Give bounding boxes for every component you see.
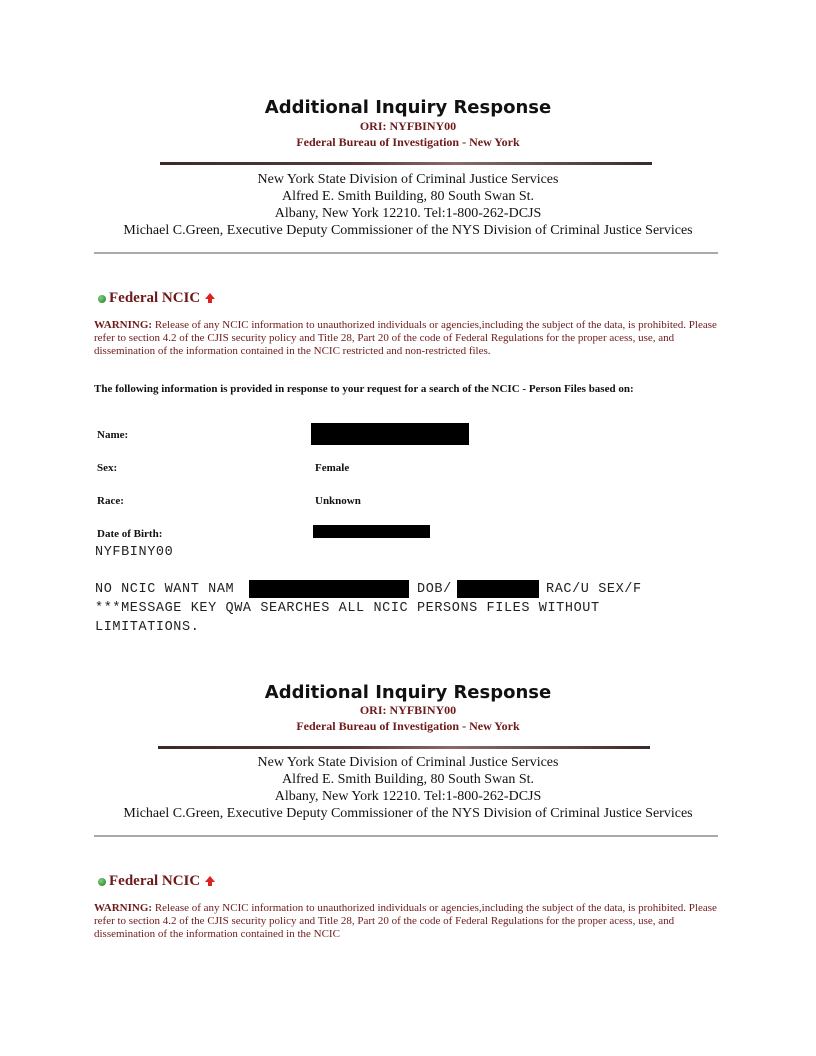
section-divider (94, 252, 718, 254)
name-label: Name: (97, 429, 129, 441)
message-segment: DOB/ (417, 582, 452, 597)
section-heading (98, 290, 215, 307)
request-intro: The following information is provided in response to your request for a search of the NCIC - Person Files based on: (94, 383, 634, 395)
warning-body: Release of any NCIC information to unauthorized individuals or agencies,including the subject of the data, is prohibited. Please refer to section 4.2 of the CJIS security policy and Title 28, Part 20 of the code of Federal Regulations for the proper acess, use, and dissemination of the information contained in the NCIC restricted and non-restricted files. (94, 319, 717, 357)
response-title: Additional Inquiry Response (264, 682, 552, 703)
ori-line: ORI: NYFBINY00 (359, 703, 457, 717)
address-line: Michael C.Green, Executive Deputy Commissioner of the NYS Division of Criminal Justice Services (123, 223, 693, 238)
sex-value: Female (315, 462, 350, 474)
redaction-bar (313, 525, 430, 538)
section-title: Federal NCIC (109, 290, 201, 306)
agency-line: Federal Bureau of Investigation - New York (296, 135, 520, 149)
warning-label: WARNING: (94, 319, 153, 331)
message-segment: RAC/U SEX/F (546, 582, 642, 597)
agency-line: Federal Bureau of Investigation - New York (296, 719, 520, 733)
warning-text (94, 902, 724, 941)
section-title: Federal NCIC (109, 873, 201, 889)
status-dot-icon (98, 295, 106, 303)
sex-label: Sex: (97, 462, 118, 474)
ori-code: NYFBINY00 (95, 545, 174, 560)
header-divider (160, 162, 652, 165)
address-line: Albany, New York 12210. Tel:1-800-262-DCJS (274, 789, 542, 804)
dob-label: Date of Birth: (97, 528, 163, 540)
address-line: New York State Division of Criminal Justice Services (257, 172, 559, 187)
message-line-3: LIMITATIONS. (95, 620, 200, 635)
address-line: Albany, New York 12210. Tel:1-800-262-DCJS (274, 206, 542, 221)
address-block (0, 171, 816, 239)
message-line-2: ***MESSAGE KEY QWA SEARCHES ALL NCIC PERSONS FILES WITHOUT (95, 601, 600, 616)
message-line-1 (95, 582, 234, 597)
warning-label: WARNING: (94, 902, 153, 914)
address-line: New York State Division of Criminal Justice Services (257, 755, 559, 770)
warning-body: Release of any NCIC information to unauthorized individuals or agencies,including the subject of the data, is prohibited. Please refer to section 4.2 of the CJIS security policy and Title 28, Part 20 of the code of Federal Regulations for the proper acess, use, and dissemination of the information contained in the NCIC (94, 902, 717, 940)
race-label: Race: (97, 495, 124, 507)
redaction-bar (457, 580, 539, 598)
warning-text (94, 319, 724, 358)
header-divider (158, 746, 650, 749)
up-arrow-icon[interactable] (205, 293, 215, 299)
up-arrow-icon[interactable] (205, 876, 215, 882)
section-divider (94, 835, 718, 837)
redaction-bar (311, 423, 469, 445)
address-line: Alfred E. Smith Building, 80 South Swan St. (281, 772, 534, 787)
redaction-bar (249, 580, 409, 598)
response-title: Additional Inquiry Response (264, 97, 552, 118)
ori-line: ORI: NYFBINY00 (359, 119, 457, 133)
address-line: Michael C.Green, Executive Deputy Commissioner of the NYS Division of Criminal Justice Services (123, 806, 693, 821)
address-line: Alfred E. Smith Building, 80 South Swan St. (281, 189, 534, 204)
status-dot-icon (98, 878, 106, 886)
message-segment: NO NCIC WANT NAM (95, 582, 235, 597)
section-heading (98, 873, 215, 890)
address-block (0, 754, 816, 822)
race-value: Unknown (315, 495, 361, 507)
